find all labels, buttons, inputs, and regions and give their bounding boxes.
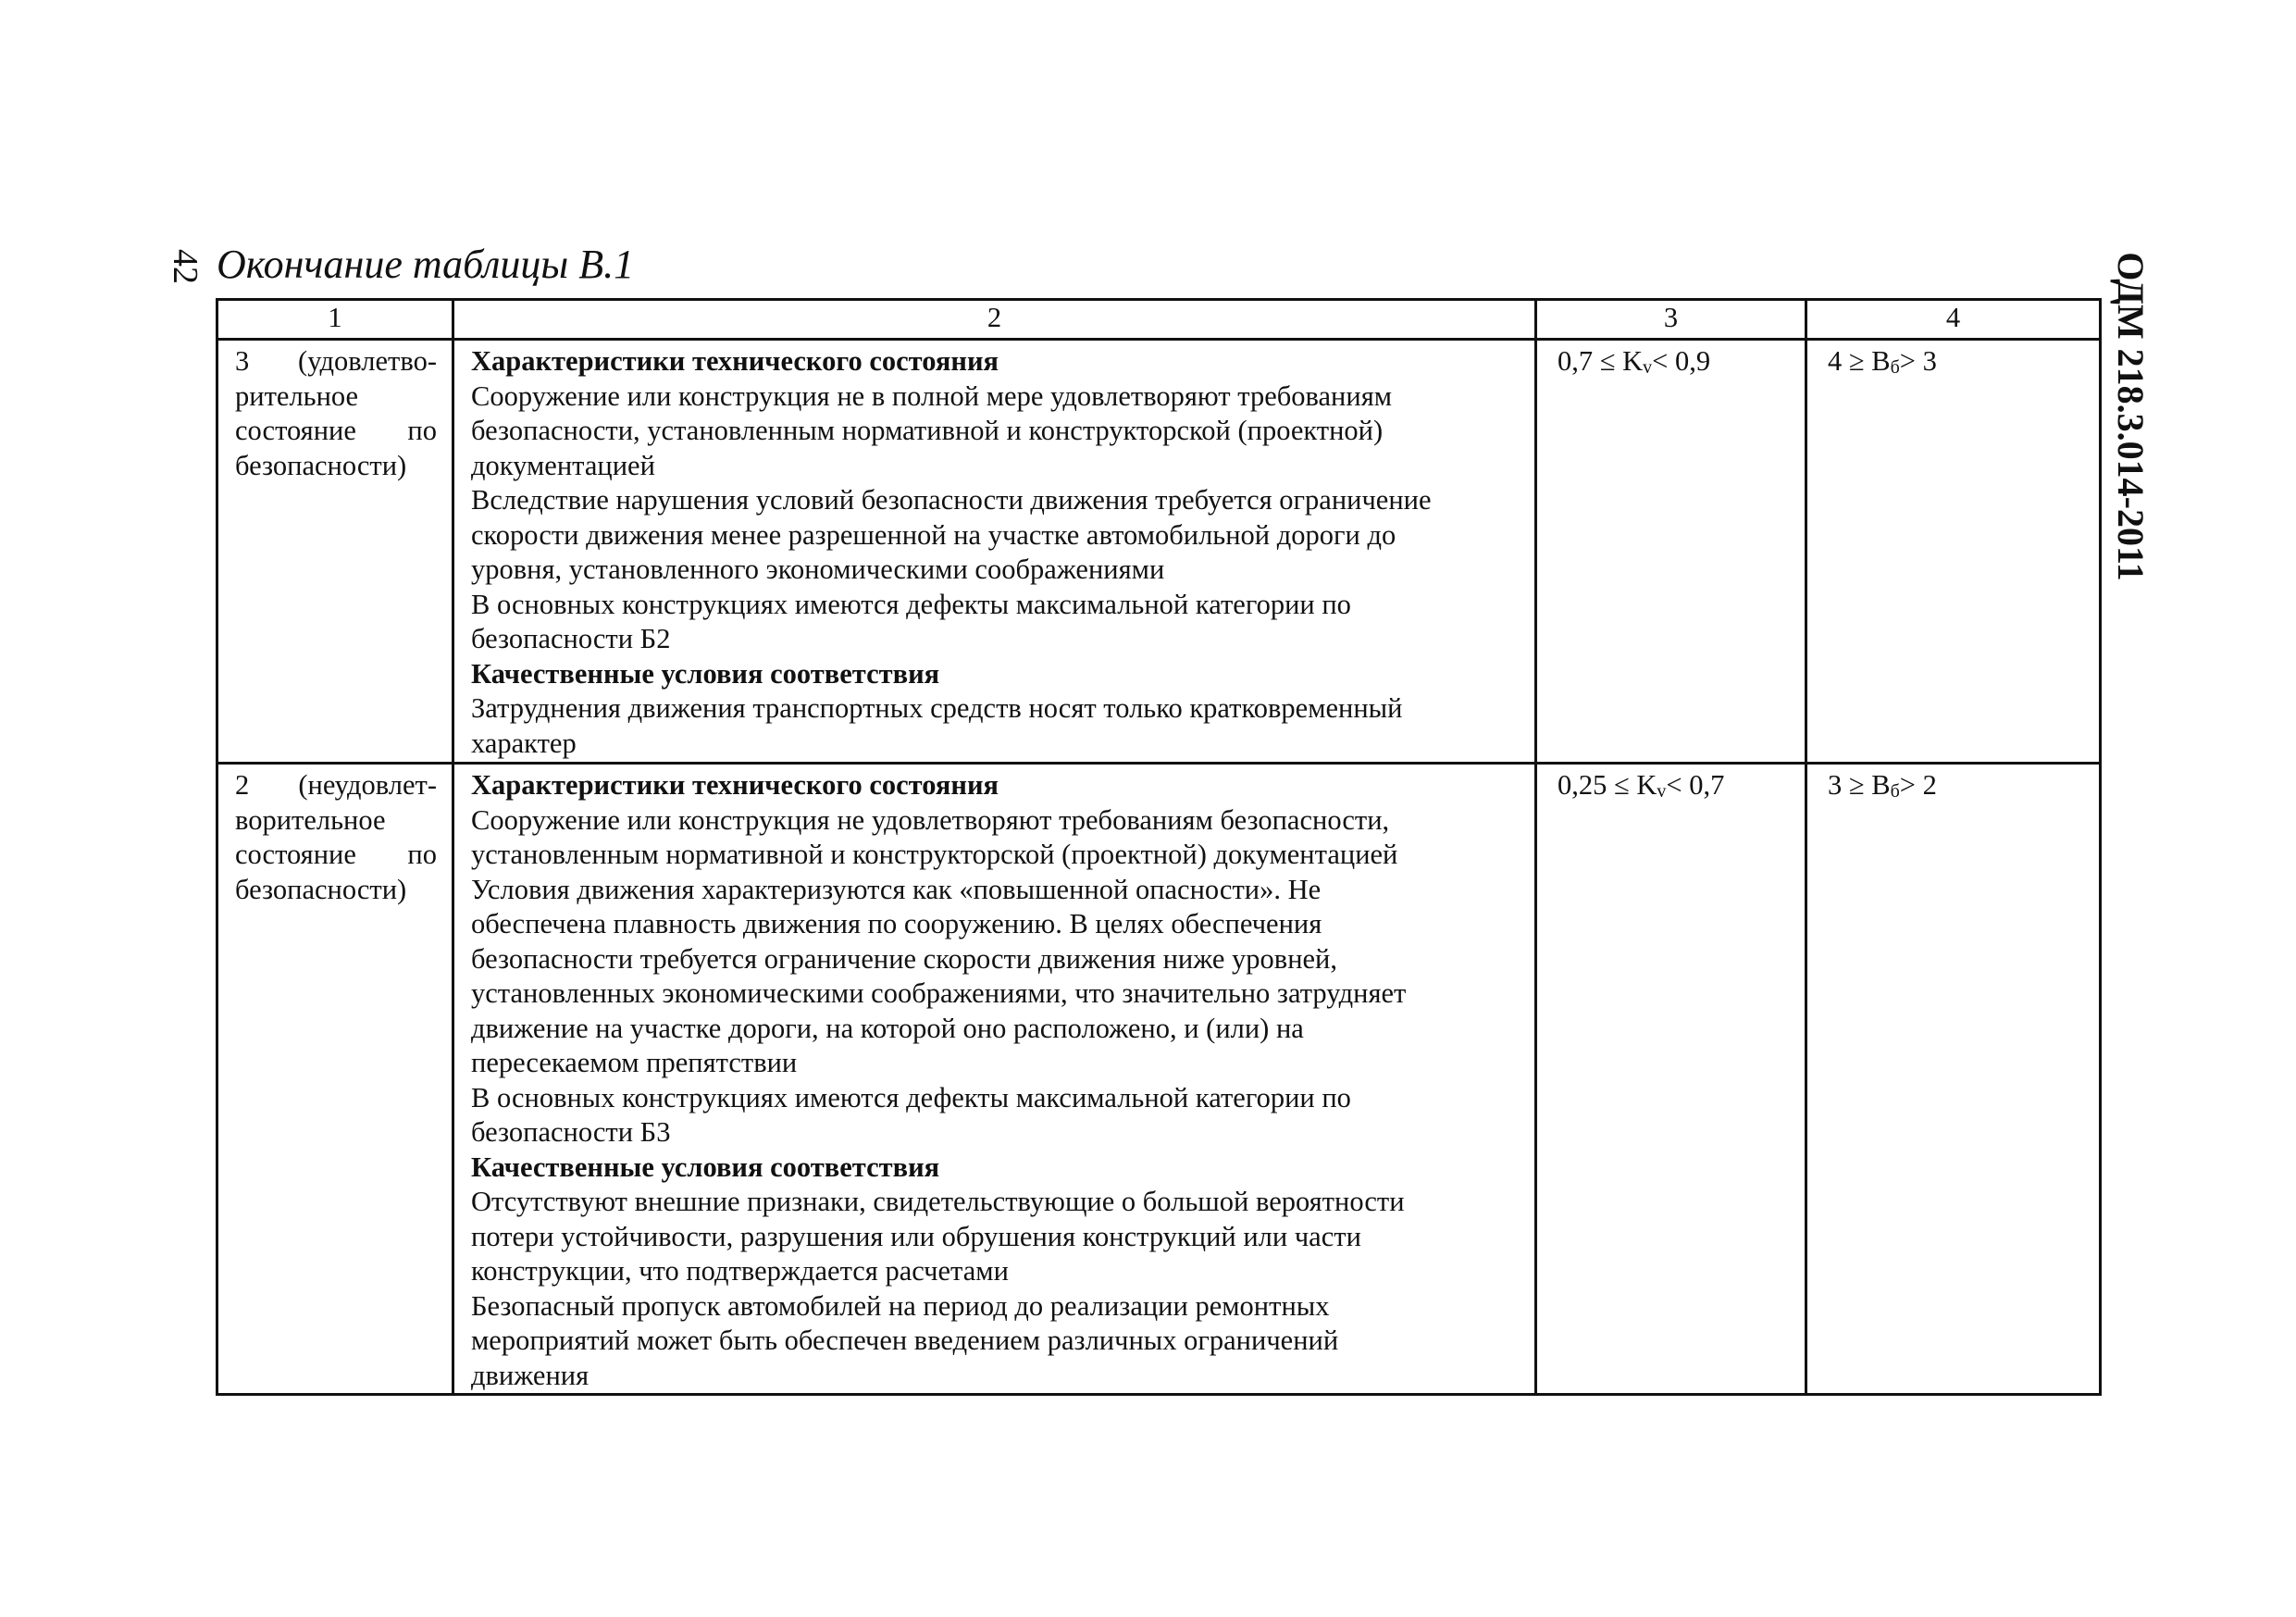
b-right: > 3 [1899, 345, 1937, 377]
state-line: 2 (неудовлет- [235, 769, 437, 801]
b-criterion [1828, 769, 1937, 801]
b-criterion [1828, 345, 1937, 377]
tech-line: безопасности Б2 [471, 623, 671, 654]
kv-criterion-cell [1536, 340, 1806, 764]
tech-heading: Характеристики технического состояния [471, 769, 999, 801]
header-cell-1: 1 [217, 300, 453, 340]
tech-line: документацией [471, 449, 655, 481]
tech-line: скорости движения менее разрешенной на участке автомобильной дороги до [471, 518, 1396, 551]
condition-table [216, 298, 2102, 1396]
state-label [235, 344, 437, 483]
state-line: состояние по [235, 415, 437, 446]
description-cell [453, 764, 1536, 1395]
quality-heading: Качественные условия соответствия [471, 1151, 940, 1183]
tech-line: безопасности требуется ограничение скорости движения ниже уровней, [471, 942, 1337, 975]
tech-line: безопасности, установленным нормативной и конструкторской (проектной) [471, 415, 1384, 446]
table-caption: Окончание таблицы В.1 [217, 242, 635, 287]
state-line: состояние по [235, 839, 437, 870]
quality-heading: Качественные условия соответствия [471, 657, 940, 690]
tech-line: Условия движения характеризуются как «повышенной опасности». Не [471, 873, 1322, 905]
state-line: безопасности) [235, 873, 407, 905]
description-cell [453, 340, 1536, 764]
tech-line: безопасности Б3 [471, 1116, 671, 1148]
tech-heading: Характеристики технического состояния [471, 345, 999, 377]
table-row [217, 340, 2101, 764]
b-subscript: б [1890, 781, 1900, 802]
kv-criterion [1558, 769, 1724, 801]
state-cell [217, 340, 453, 764]
b-subscript: б [1890, 357, 1900, 378]
b-left: 3 ≥ B [1828, 769, 1891, 801]
tech-line: В основных конструкциях имеются дефекты максимальной категории по [471, 588, 1351, 620]
kv-left: 0,7 ≤ K [1558, 345, 1644, 377]
b-criterion-cell [1806, 764, 2101, 1395]
table-header-row [217, 300, 2101, 340]
table-row [217, 764, 2101, 1395]
tech-line: В основных конструкциях имеются дефекты максимальной категории по [471, 1081, 1351, 1113]
state-label [235, 768, 437, 907]
document-code: ОДМ 218.3.014-2011 [2110, 252, 2152, 581]
b-right: > 2 [1899, 769, 1937, 801]
quality-line: характер [471, 727, 577, 759]
state-line: рительное [235, 379, 359, 412]
b-left: 4 ≥ B [1828, 345, 1891, 377]
kv-left: 0,25 ≤ K [1558, 769, 1657, 801]
quality-line: потери устойчивости, разрушения или обрушения конструкций или части [471, 1220, 1361, 1252]
tech-line: уровня, установленного экономическими соображениями [471, 554, 1165, 585]
state-line: ворительное [235, 803, 386, 836]
kv-right: < 0,7 [1666, 769, 1725, 801]
tech-line: Вследствие нарушения условий безопасности движения требуется ограничение [471, 484, 1432, 516]
quality-line: конструкции, что подтверждается расчетами [471, 1255, 1009, 1287]
kv-criterion [1558, 345, 1710, 377]
header-cell-3: 3 [1536, 300, 1806, 340]
kv-criterion-cell [1536, 764, 1806, 1395]
tech-line: установленным нормативной и конструкторской (проектной) документацией [471, 839, 1398, 870]
kv-subscript: v [1657, 781, 1667, 802]
quality-line: Затруднения движения транспортных средств носят только кратковременный [471, 692, 1403, 724]
quality-line: мероприятий может быть обеспечен введением различных ограничений [471, 1325, 1339, 1356]
state-line: безопасности) [235, 449, 407, 481]
state-cell [217, 764, 453, 1395]
b-criterion-cell [1806, 340, 2101, 764]
tech-line: обеспечена плавность движения по сооружению. В целях обеспечения [471, 908, 1322, 939]
header-cell-4: 4 [1806, 300, 2101, 340]
kv-subscript: v [1643, 357, 1653, 378]
kv-right: < 0,9 [1652, 345, 1711, 377]
tech-line: Сооружение или конструкция не в полной мере удовлетворяют требованиям [471, 379, 1393, 412]
quality-line: Безопасный пропуск автомобилей на период до реализации ремонтных [471, 1289, 1330, 1322]
tech-line: движение на участке дороги, на которой оно расположено, и (или) на [471, 1012, 1304, 1044]
quality-line: Отсутствуют внешние признаки, свидетельствующие о большой вероятности [471, 1186, 1405, 1217]
header-cell-2: 2 [453, 300, 1536, 340]
state-line: 3 (удовлетво- [235, 345, 437, 377]
page-number: 42 [166, 249, 205, 284]
tech-line: установленных экономическими соображениями, что значительно затрудняет [471, 977, 1407, 1009]
quality-line: движения [471, 1359, 590, 1391]
tech-line: Сооружение или конструкция не удовлетворяют требованиям безопасности, [471, 803, 1390, 836]
tech-line: пересекаемом препятствии [471, 1047, 798, 1078]
